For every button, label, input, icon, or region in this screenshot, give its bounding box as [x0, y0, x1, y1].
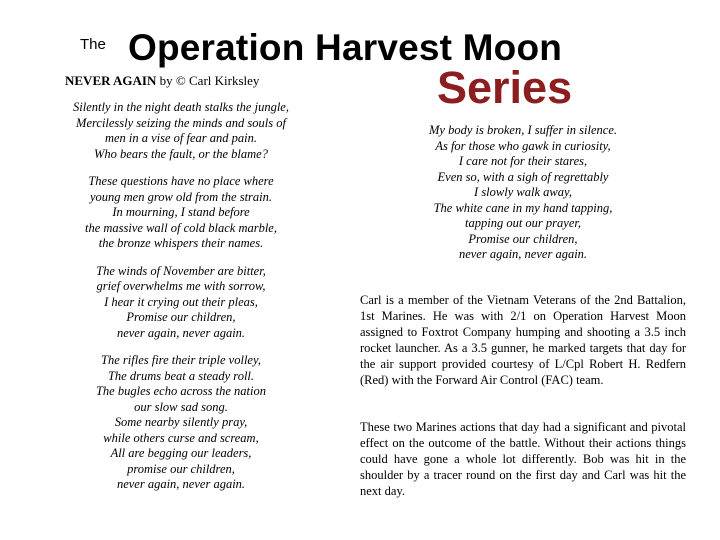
- poem-line: I care not for their stares,: [458, 154, 588, 168]
- poem-line: I slowly walk away,: [474, 185, 572, 199]
- poem-line: while others curse and scream,: [103, 430, 259, 445]
- poem-line: men in a vise of fear and pain.: [104, 131, 258, 145]
- stanza: [50, 353, 312, 493]
- poem-left-column: [50, 100, 312, 493]
- poem-line: All are begging our leaders,: [110, 446, 252, 460]
- poem-line: never again, never again.: [116, 325, 246, 340]
- poem-line: tapping out our prayer,: [465, 216, 581, 230]
- poem-line: young men grow old from the strain.: [89, 189, 273, 204]
- poem-line: As for those who gawk in curiosity,: [435, 138, 611, 153]
- author-credit: by © Carl Kirksley: [159, 73, 260, 88]
- series-label: Series: [437, 62, 573, 113]
- author-bio-paragraph: Carl is a member of the Vietnam Veterans of the 2nd Battalion, 1st Marines. He was with 2/1 on Operation Harvest Moon assigned to Foxtrot Company humping and shooting a 3.5 inch rocket launcher. As a 3.5 gunner, he marked targets that day for the air support provided courtesy of L/Cpl Robert H. Redfern (Red) with the Forward Air Control (FAC) team.: [360, 293, 686, 387]
- poem-line: never again, never again.: [116, 477, 246, 491]
- poem-line: My body is broken, I suffer in silence.: [428, 123, 618, 137]
- poem-line: The drums beat a steady roll.: [107, 368, 255, 383]
- poem-line: the bronze whispers their names.: [98, 236, 264, 250]
- stanza: [398, 123, 648, 263]
- poem-line: I hear it crying out their pleas,: [104, 294, 258, 309]
- stanza: [50, 100, 312, 162]
- battle-note-paragraph: These two Marines actions that day had a significant and pivotal effect on the outcome of the battle. Without their actions things could have gone a whole lot differently. Bob was hit in the shoulder by a tracer round on the first day and Carl was hit the next day.: [360, 420, 686, 498]
- poem-line: Silently in the night death stalks the jungle,: [73, 100, 289, 114]
- poem-line: grief overwhelms me with sorrow,: [96, 279, 266, 293]
- poem-line: promise our children,: [127, 461, 235, 476]
- poem-line: Mercilessly seizing the minds and souls of: [76, 115, 286, 130]
- poem-right-column: [398, 123, 648, 263]
- poem-line: The rifles fire their triple volley,: [101, 353, 261, 367]
- poem-line: These questions have no place where: [88, 174, 274, 188]
- poem-line: The white cane in my hand tapping,: [433, 200, 613, 215]
- page-title: Operation Harvest Moon: [128, 27, 563, 68]
- byline: [65, 73, 259, 89]
- poem-line: In mourning, I stand before: [112, 205, 250, 219]
- stanza: [50, 174, 312, 252]
- title-prefix: The: [80, 36, 106, 53]
- poem-line: Promise our children,: [126, 310, 236, 324]
- poem-line: Promise our children,: [468, 231, 578, 246]
- poem-line: Who bears the fault, or the blame?: [94, 146, 268, 161]
- poem-line: never again, never again.: [458, 247, 588, 261]
- poem-title: NEVER AGAIN: [65, 73, 157, 88]
- poem-line: the massive wall of cold black marble,: [85, 220, 277, 235]
- stanza: [50, 264, 312, 342]
- poem-line: Some nearby silently pray,: [114, 415, 248, 429]
- poem-line: The winds of November are bitter,: [96, 263, 266, 278]
- poem-line: The bugles echo across the nation: [95, 384, 266, 398]
- poem-line: Even so, with a sigh of regrettably: [437, 169, 609, 184]
- poem-line: our slow sad song.: [134, 399, 228, 414]
